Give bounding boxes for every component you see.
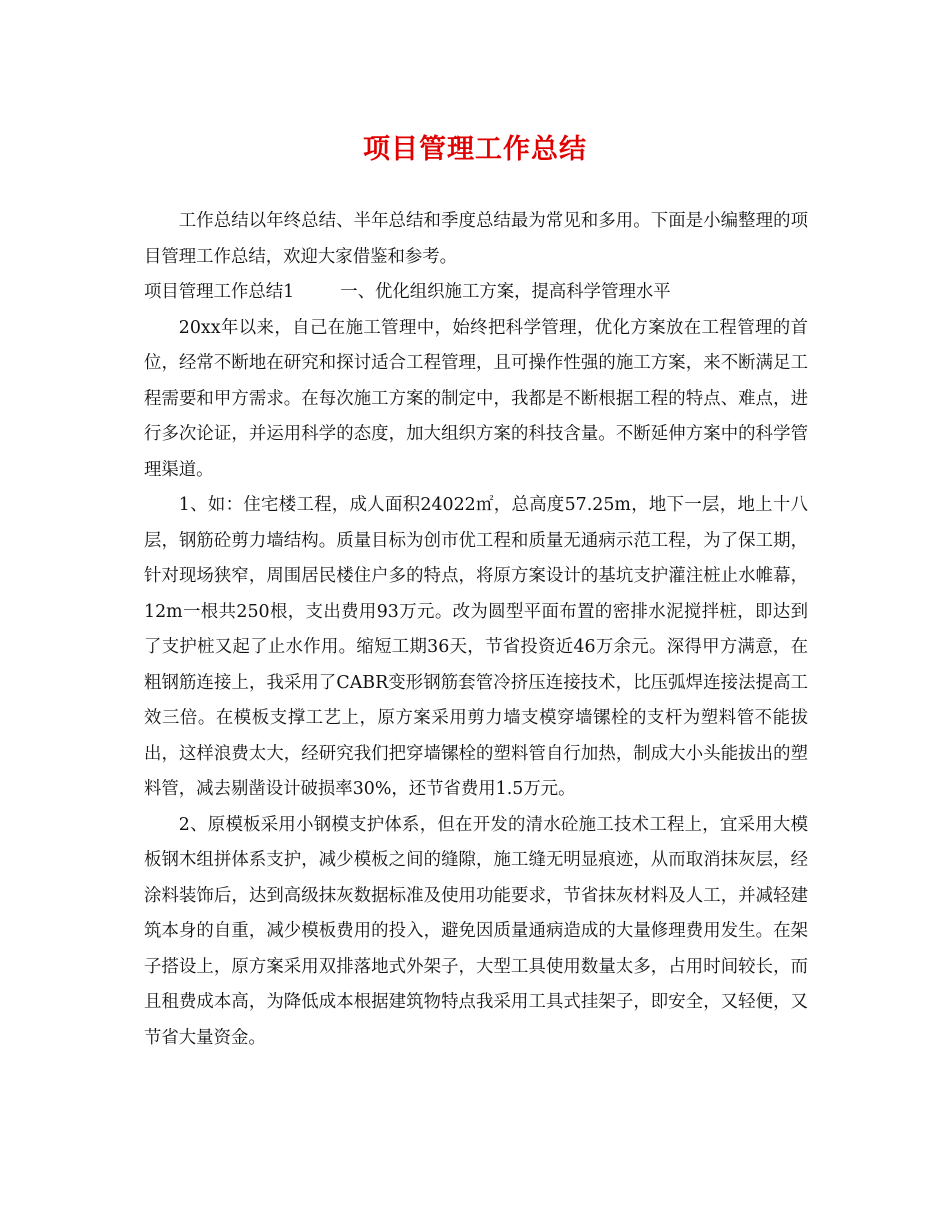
body-paragraph-2: 1、如：住宅楼工程，成人面积24022㎡，总高度57.25m，地下一层，地上十八层，钢筋砼剪力墙结构。质量目标为创市优工程和质量无通病示范工程，为了保工期，针对现场狭窄，周围居民楼住户多的特点，将原方案设计的基坑支护灌注桩止水帷幕，12m一根共250根，支出费用93万元。改为圆型平面布置的密排水泥搅拌桩，即达到了支护桩又起了止水作用。缩短工期36天，节省投资近46万余元。深得甲方满意，在粗钢筋连接上，我采用了CABR变形钢筋套管冷挤压连接技术，比压弧焊连接法提高工效三倍。在模板支撑工艺上，原方案采用剪力墙支模穿墙镙栓的支杆为塑料管不能拔出，这样浪费太大，经研究我们把穿墙镙栓的塑料管自行加热，制成大小头能拔出的塑料管，减去剔凿设计破损率30%，还节省费用1.5万元。 bbox=[144, 495, 808, 799]
section-line bbox=[144, 275, 808, 311]
body-paragraph-3: 2、原模板采用小钢模支护体系，但在开发的清水砼施工技术工程上，宜采用大模板钢木组拼体系支护，减少模板之间的缝隙，施工缝无明显痕迹，从而取消抹灰层，经涂料装饰后，达到高级抹灰数据标准及使用功能要求，节省抹灰材料及人工，并减轻建筑本身的自重，减少模板费用的投入，避免因质量通病造成的大量修理费用发生。在架子搭设上，原方案采用双排落地式外架子，大型工具使用数量太多，占用时间较长，而且租费成本高，为降低成本根据建筑物特点我采用工具式挂架子，即安全，又轻便，又节省大量资金。 bbox=[144, 814, 808, 1048]
document-body bbox=[144, 204, 808, 1056]
intro-paragraph: 工作总结以年终总结、半年总结和季度总结最为常见和多用。下面是小编整理的项目管理工作总结，欢迎大家借鉴和参考。 bbox=[144, 211, 808, 267]
document-title: 项目管理工作总结 bbox=[363, 134, 587, 165]
section-label: 项目管理工作总结1 bbox=[144, 282, 295, 302]
section-heading: 一、优化组织施工方案，提高科学管理水平 bbox=[340, 282, 671, 302]
body-paragraph-1: 20xx年以来，自己在施工管理中，始终把科学管理，优化方案放在工程管理的首位，经常不断地在研究和探讨适合工程管理，且可操作性强的施工方案，来不断满足工程需要和甲方需求。在每次施工方案的制定中，我都是不断根据工程的特点、难点，进行多次论证，并运用科学的态度，加大组织方案的科技含量。不断延伸方案中的科学管理渠道。 bbox=[144, 317, 808, 480]
